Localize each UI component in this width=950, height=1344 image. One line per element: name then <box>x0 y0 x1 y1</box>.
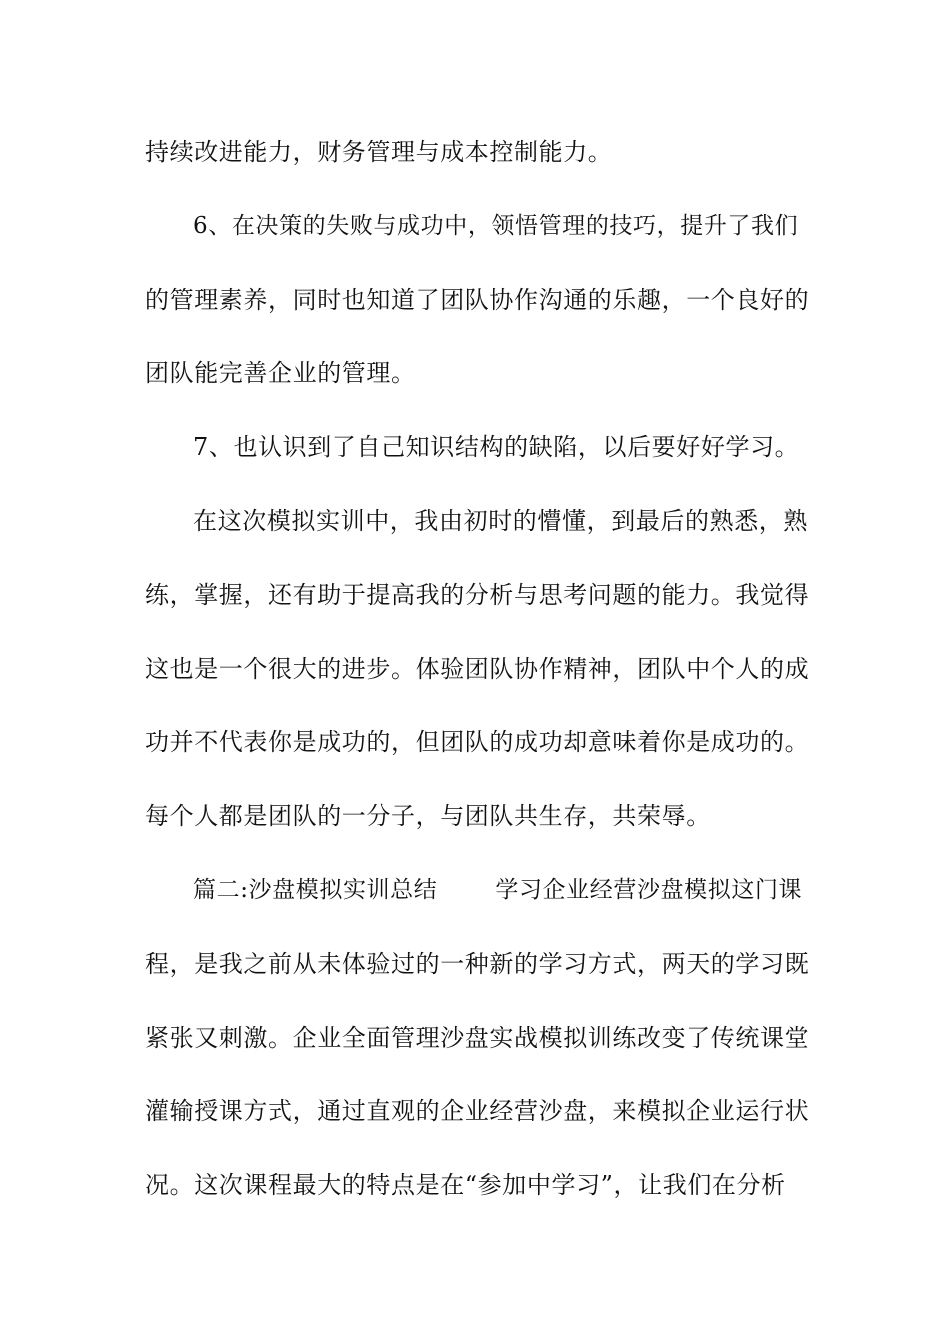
text-line: 的管理素养，同时也知道了团队协作沟通的乐趣，一个良好的 <box>145 285 810 314</box>
section-heading: 篇二:沙盘模拟实训总结 <box>193 876 438 903</box>
text-line: 紧张又刺激。企业全面管理沙盘实战模拟训练改变了传统课堂 <box>145 1023 810 1052</box>
text-line: 篇二:沙盘模拟实训总结 学习企业经营沙盘模拟这门课 <box>193 876 803 903</box>
body-text <box>145 126 810 1233</box>
text-line: 7、也认识到了自己知识结构的缺陷，以后要好好学习。 <box>193 433 800 462</box>
text-line: 程，是我之前从未体验过的一种新的学习方式，两天的学习既 <box>145 949 810 978</box>
text-line: 6、在决策的失败与成功中，领悟管理的技巧，提升了我们 <box>193 212 799 239</box>
text-line: 功并不代表你是成功的，但团队的成功却意味着你是成功的。 <box>145 728 810 757</box>
text-line: 练，掌握，还有助于提高我的分析与思考问题的能力。我觉得 <box>145 580 810 609</box>
text-line: 这也是一个很大的进步。体验团队协作精神，团队中个人的成 <box>145 654 810 683</box>
text-line: 在这次模拟实训中，我由初时的懵懂，到最后的熟悉，熟 <box>193 506 808 535</box>
text-line: 况。这次课程最大的特点是在“参加中学习”，让我们在分析 <box>145 1171 786 1200</box>
text-line: 每个人都是团队的一分子，与团队共生存，共荣辱。 <box>145 802 711 831</box>
text-line: 灌输授课方式，通过直观的企业经营沙盘，来模拟企业运行状 <box>145 1097 810 1126</box>
text-line: 团队能完善企业的管理。 <box>145 359 416 388</box>
text-line: 持续改进能力，财务管理与成本控制能力。 <box>145 138 613 166</box>
